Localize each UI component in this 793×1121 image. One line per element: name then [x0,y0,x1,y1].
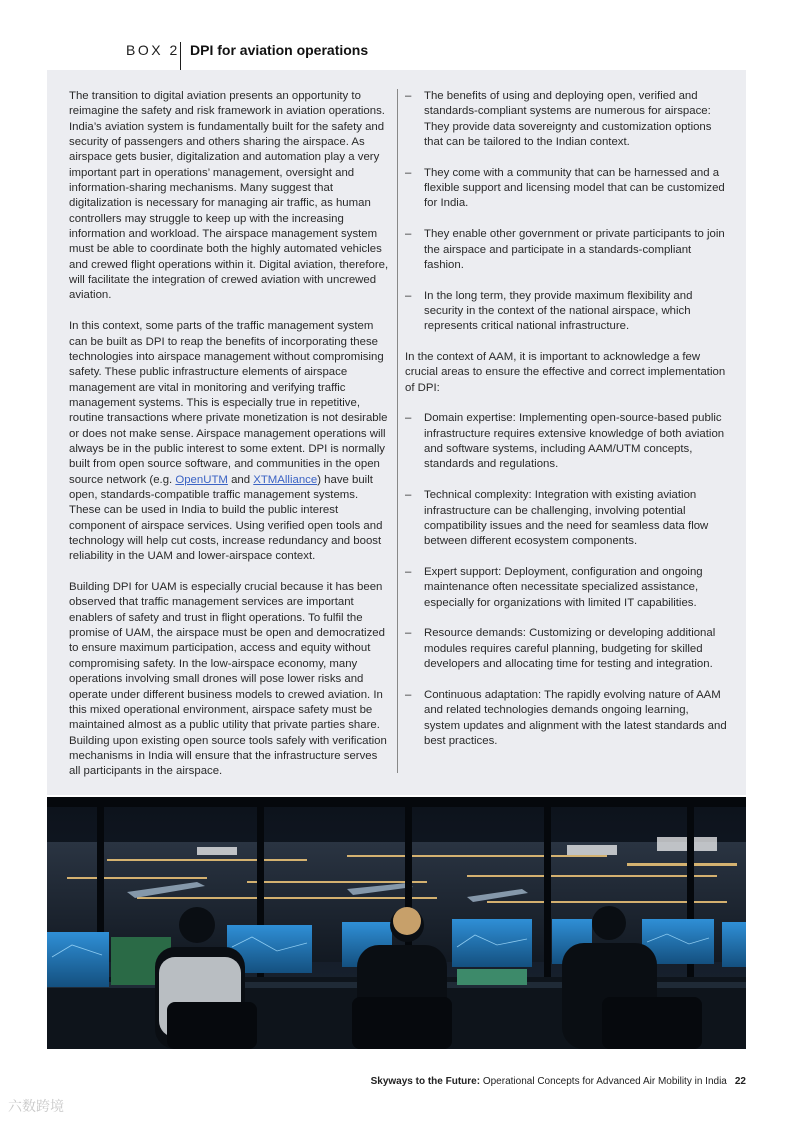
list-item [405,166,727,212]
footer-report-title: Skyways to the Future: [370,1076,481,1087]
paragraph-transition: The transition to digital aviation presents an opportunity to reimagine the safety and risk framework in aviation operations. India’s aviation system is fundamentally built for the safety and security of passengers and others sharing the airspace. As airspace gets busier, digitalization and automation play a very important part in operations’ management, oversight and information-sharing mechanisms. Many suggest that digitalization is necessary for managing air traffic, as human controllers may struggle to keep up with the increasing information and workload. The airspace management system must be able to coordinate both the highly automated vehicles and crewed flight operations within it. Digital aviation, therefore, will facilitate the integration of crewed aviation with uncrewed aviation. [69,90,389,302]
dash-bullet: – [405,412,412,425]
page-footer [371,1076,746,1087]
dash-bullet: – [405,289,412,302]
list-item-text: Expert support: Deployment, configuration and ongoing maintenance often necessitate specialized assistance, especially for organizations with limited IT capabilities. [424,565,703,609]
list-item-text: They come with a community that can be harnessed and a flexible support and licensing model that can be customized for India. [424,166,725,210]
dash-bullet: – [405,627,412,640]
right-column [405,89,727,765]
list-item [405,89,727,150]
dash-bullet: – [405,565,412,578]
watermark: 六数跨境 [8,1098,64,1114]
left-column [69,89,389,795]
list-item [405,488,727,549]
paragraph-building-dpi: Building DPI for UAM is especially crucial because it has been observed that traffic management services are important enablers of safety and trust in flight operations. To fulfil the promise of UAM, the airspace must be open and democratized to ensure maximum participation, access and equity without compromising safety. In the low-airspace economy, many operations involving small drones will pose lower risks and operate under different business models to crewed aviation. In this mixed operational environment, airspace safety must be maintained almost as a public utility that private parties share. Building upon existing open source tools safely with verification mechanisms in India will ensure that the infrastructure serves all participants in the airspace. [69,581,387,778]
box-title: DPI for aviation operations [190,42,369,58]
column-divider [397,89,398,773]
dash-bullet: – [405,489,412,502]
list-item-text: The benefits of using and deploying open, verified and standards-compliant systems are numerous for airspace: They provide data sovereignty and customization options that can be tailored to the Indian context. [424,90,712,149]
openutm-link[interactable]: OpenUTM [175,473,228,486]
paragraph-context [69,319,389,565]
paragraph-context-text: In this context, some parts of the traffic management system can be built as DPI to reap the benefits of incorporating these technologies into airspace management without compromising safety. These public infrastructure elements of airspace management are vital in monitoring and verifying traffic management systems. This is especially true in repetitive, routine transactions where private monetization is not desirable or does not make sense. Airspace management operations will always be in the public interest to some extent. DPI is normally built from open source software, and communities in the open source network (e.g. [69,320,388,486]
control-tower-photo [47,797,746,1049]
list-item-text: They enable other government or private participants to join the airspace and participate in a standards-compliant fashion. [424,228,725,271]
areas-list [405,411,727,749]
dash-bullet: – [405,90,412,102]
dash-bullet: – [405,688,412,701]
dash-bullet: – [405,228,412,241]
list-item-text: Domain expertise: Implementing open-source-based public infrastructure requires extensive knowledge of both aviation and software systems, including AAM/UTM concepts, standards and regulations. [424,412,725,471]
list-item-text: Technical complexity: Integration with existing aviation infrastructure can be challenging, involving potential compatibility issues and the need for seamless data flow between different ecosystem components. [424,489,709,548]
list-item-text: Resource demands: Customizing or developing additional modules requires careful planning, budgeting for skilled developers and allocating time for testing and integration. [424,627,716,671]
control-tower-illustration [47,797,746,1049]
list-item [405,565,727,611]
list-item [405,626,727,672]
page-number: 22 [734,1076,746,1087]
list-item [405,411,727,472]
list-item [405,289,727,335]
list-item-text: Continuous adaptation: The rapidly evolving nature of AAM and related technologies demands ongoing learning, system updates and alignment with the latest standards and best practices. [424,688,727,747]
xtmalliance-link[interactable]: XTMAlliance [253,473,318,486]
aam-intro: In the context of AAM, it is important to acknowledge a few crucial areas to ensure the effective and correct implementation of DPI: [405,351,726,394]
benefits-list [405,89,727,335]
paragraph-context-tail: ) have built open, standards-compatible traffic management systems. These can be used in India to build the public interest component of airspace services. Using verified open tools and technology will help cut costs, increase redundancy and boost reliability in the UAM and lower-airspace context. [69,473,383,563]
list-item [405,227,727,273]
paragraph-context-and: and [227,473,254,486]
list-item-text: In the long term, they provide maximum flexibility and security in the context of the national airspace, which represents critical national infrastructure. [424,289,693,333]
list-item [405,688,727,749]
header-divider [180,42,181,70]
box-label: BOX 2 [126,42,180,58]
footer-subtitle: Operational Concepts for Advanced Air Mobility in India [480,1076,727,1087]
dash-bullet: – [405,166,412,179]
